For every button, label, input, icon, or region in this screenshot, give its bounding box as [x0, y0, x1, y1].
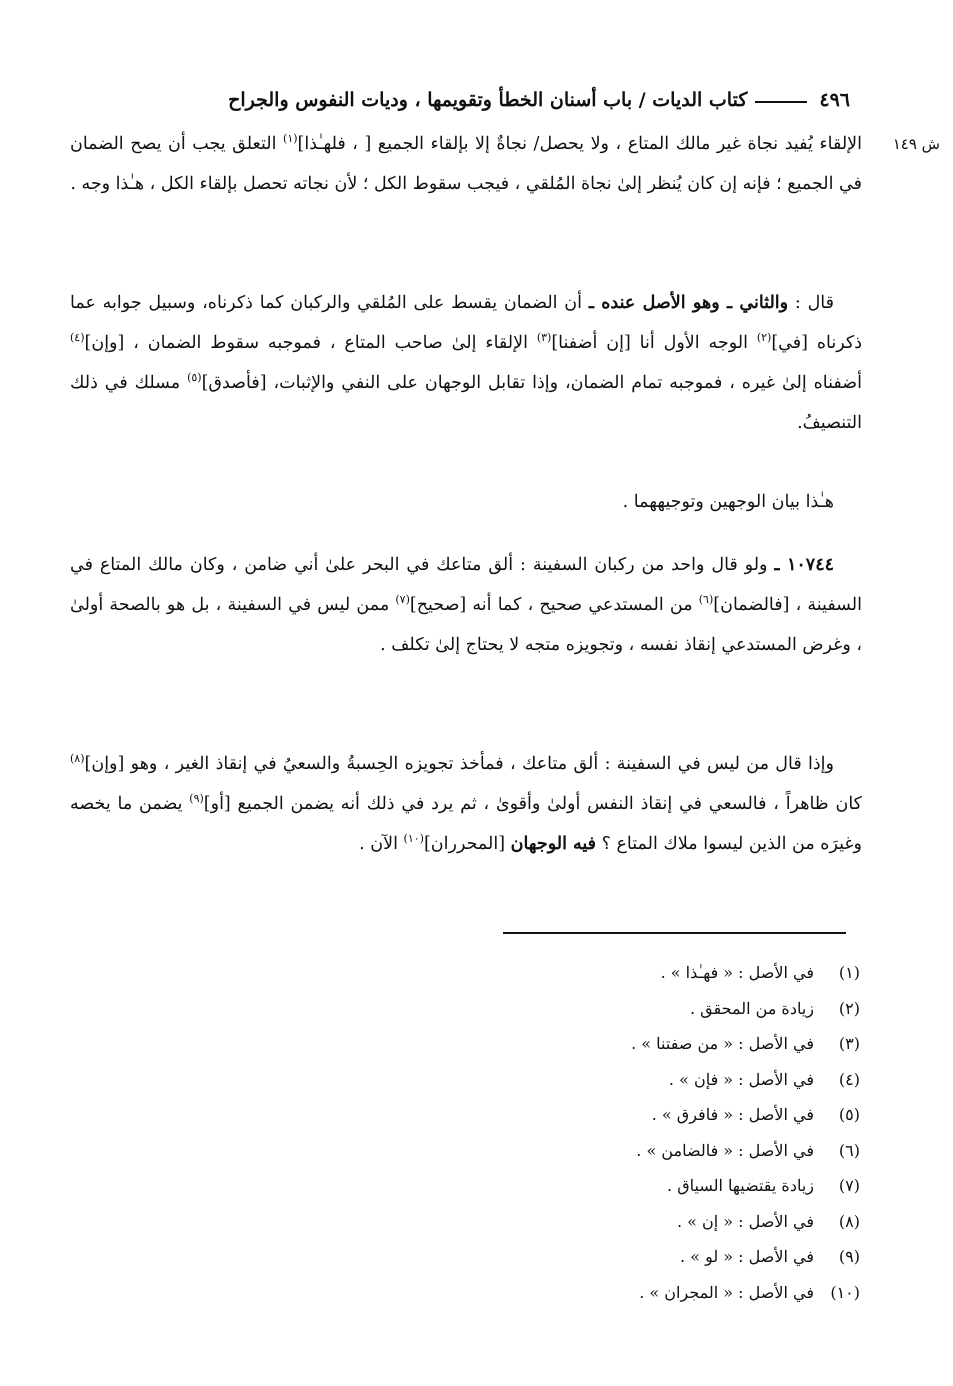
paragraph-2	[70, 283, 862, 443]
issue-number: ١٠٧٤٤ ـ	[774, 555, 834, 575]
footnote-text: في الأصل : « فإن » .	[668, 1069, 814, 1089]
paragraph-text: الإلقاء إلىٰ صاحب المتاع ، فموجبه سقوط الضمان ، [وإن]	[84, 333, 537, 353]
footnote-item	[70, 1168, 860, 1204]
footnote-ref: (٨)	[70, 752, 85, 766]
paragraph-text: الإلقاء يُفيد نجاة غير مالك المتاع ، ولا يحصل/ نجاةٌ إلا بإلقاء الجميع [ ، فلهـٰذا]	[297, 134, 863, 154]
paragraph-text: أن الضمان يقسط على المُلقي والركبان كما ذكرناه، وسبيل جوابه عما ذكرناه [في]	[70, 293, 862, 353]
paragraph-bold-phrase: فيه الوجهان	[510, 834, 597, 854]
paragraph-lead: قال :	[788, 293, 835, 313]
footnote-ref: (٤)	[70, 331, 85, 345]
footnote-item	[70, 1097, 860, 1133]
paragraph-text: من المستدعي صحيح ، كما أنه [صحيح]	[409, 595, 699, 615]
footnote-item	[70, 1204, 860, 1240]
header-rule	[755, 101, 807, 103]
footnote-ref: (١٠)	[403, 832, 424, 846]
footnote-text: في الأصل : « لو » .	[680, 1247, 814, 1266]
footnote-number: (٦)	[838, 1140, 860, 1160]
footnote-number: (١)	[838, 963, 860, 982]
footnote-number: (٧)	[838, 1176, 860, 1195]
footnote-number: (٤)	[838, 1069, 860, 1089]
footnote-number: (٢)	[838, 998, 860, 1018]
paragraph-text: الوجه الأول أنا [إن أضفنا]	[551, 333, 757, 353]
footnote-ref: (٩)	[189, 792, 204, 806]
running-title: كتاب الديات / باب أسنان الخطأ وتقويمها ، وديات النفوس والجراح	[228, 89, 748, 111]
footnote-ref: (٧)	[395, 593, 410, 607]
paragraph-1	[70, 124, 862, 204]
paragraph-text: وإذا قال من ليس في السفينة : ألق متاعك ، فمأخذ تجويزه الحِسبةُ والسعيُ في إنقاذ الغير ، وهو [وإن]	[84, 754, 834, 774]
footnote-item	[70, 1026, 860, 1062]
paragraph-3	[70, 482, 862, 522]
paragraph-4	[70, 545, 862, 665]
paragraph-text: هـٰذا بيان الوجهين وتوجيههما .	[622, 492, 834, 512]
footnote-divider	[503, 932, 846, 934]
paragraph-text: أضفناه إلىٰ غيره ، فموجبه تمام الضمان، وإذا تقابل الوجهان على النفي والإثبات، [فأصدق]	[201, 373, 862, 393]
footnote-number: (٣)	[838, 1034, 860, 1053]
footnote-ref: (١)	[283, 132, 298, 146]
footnote-item	[70, 1239, 860, 1275]
paragraph-text: كان ظاهراً ، فالسعي في إنقاذ النفس أولىٰ وأقوىٰ ، ثم يرد في ذلك أنه يضمن الجميع [أو]	[203, 794, 863, 814]
footnote-item	[70, 1133, 860, 1169]
paragraph-text: التعلق يجب أن يصح الضمان في الجميع ؛ فإنه إن كان يُنظر إلىٰ نجاة المُلقي ، فيجب سقوط الكل ؛ لأن نجاته تحصل بإلقاء الكل ، هـٰذا وجه .	[70, 134, 862, 194]
footnote-text: في الأصل : « من صفتنا » .	[631, 1034, 814, 1053]
page-number: ٤٩٦	[819, 89, 850, 111]
footnote-text: في الأصل : « فافرق » .	[651, 1105, 814, 1124]
footnote-number: (٩)	[838, 1247, 860, 1266]
footnote-number: (١٠)	[830, 1282, 860, 1302]
footnote-ref: (٣)	[536, 331, 552, 345]
footnote-text: في الأصل : « فهـٰذا » .	[660, 963, 814, 982]
footnote-number: (٥)	[838, 1105, 860, 1124]
footnote-item	[70, 991, 860, 1027]
footnote-item	[70, 1062, 860, 1098]
paragraph-text: ولو قال واحد من ركبان السفينة : ألق متاعك في البحر علىٰ أني ضامن ، وكان مالك المتاع في السفينة ، [فالضمان]	[70, 555, 862, 615]
paragraph-bold-phrase: والثاني ـ وهو الأصل عنده ـ	[588, 293, 789, 313]
running-header	[70, 82, 850, 118]
footnote-item	[70, 955, 860, 991]
footnote-text: في الأصل : « فالضامن » .	[636, 1140, 814, 1160]
footnote-ref: (٦)	[698, 593, 714, 607]
paragraph-text: [المحرران]	[423, 834, 511, 854]
footnote-ref: (٥)	[187, 371, 202, 385]
footnotes	[70, 955, 860, 1310]
footnote-text: زيادة يقتضيها السياق .	[667, 1176, 814, 1195]
footnote-text: زيادة من المحقق .	[690, 998, 814, 1018]
footnote-ref: (٢)	[756, 331, 772, 345]
paragraph-text: مسلك في ذلك التنصيفُ.	[70, 373, 862, 433]
footnote-text: في الأصل : « إن » .	[676, 1211, 814, 1231]
paragraph-5	[70, 744, 862, 864]
paragraph-text: ممن ليس في السفينة ، بل هو بالصحة أولىٰ ، وغرض المستدعي إنقاذ نفسه ، وتجويزه متجه لا يحتاج إلىٰ تكلف .	[70, 595, 862, 655]
paragraph-text: الآن .	[359, 834, 404, 854]
footnote-number: (٨)	[838, 1211, 860, 1231]
footnote-item	[70, 1275, 860, 1311]
footnote-text: في الأصل : « المجران » .	[639, 1282, 814, 1302]
paragraph-text: يضمن ما يخصه وغيرَه من الذين ليسوا ملاك المتاع ؟	[70, 794, 862, 854]
margin-folio-note: ش ١٤٩	[892, 135, 940, 153]
